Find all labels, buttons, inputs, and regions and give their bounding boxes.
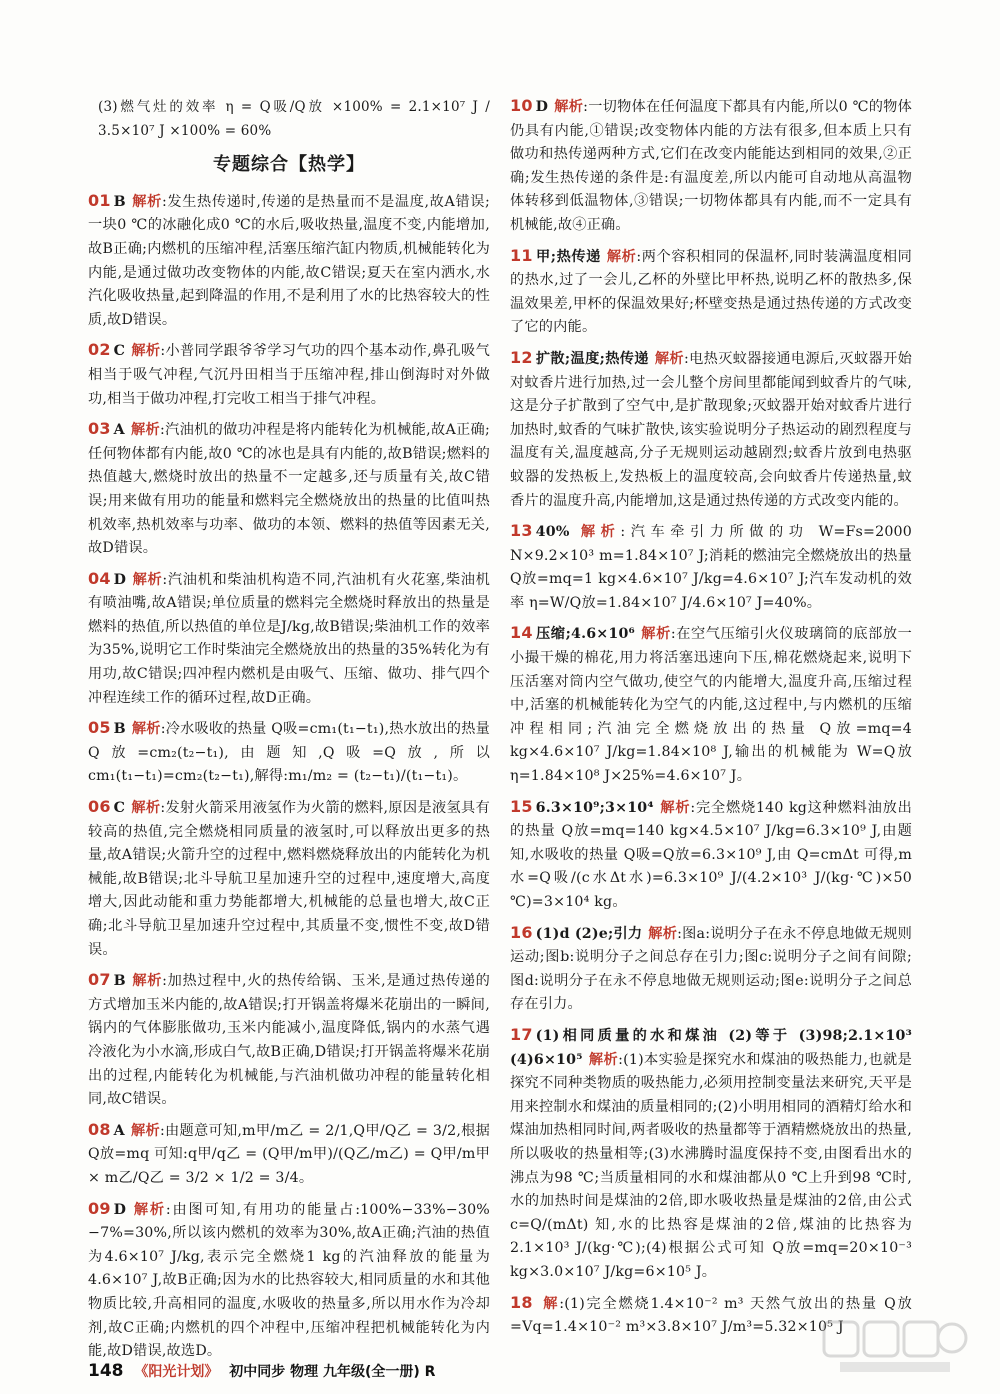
analysis-text: 图a:说明分子在永不停息地做无规则运动;图b:说明分子之间总存在引力;图c:说明分子之间有间隙;图d:说明分子在永不停息地做无规则运动;图e:说明分子之间总存在引力。: [510, 925, 913, 1013]
answer-item: [510, 921, 912, 1017]
analysis-text: 在空气压缩引火仪玻璃筒的底部放一小撮干燥的棉花,用力将活塞迅速向下压,棉花燃烧起来,说明下压活塞对筒内空气做功,使空气的内能增大,温度升高,压缩过程中,活塞的机械能转化为空气的内能,这过程中,与内燃机的压缩冲程相同;汽油完全燃烧放出的热量 Q放=mq=4 kg×4.6×10⁷ J/kg=1.84×10⁸ J,输出的机械能为 W=Q放η=1.84×10⁸ J×25%=4.6×10⁷ J。: [510, 626, 913, 785]
answer-choice: 扩散;温度;热传递: [535, 350, 649, 367]
analysis-label: 解析: [554, 99, 584, 115]
answer-item: [510, 346, 912, 513]
answer-choice: D: [113, 1201, 127, 1218]
label-colon: :: [636, 248, 642, 265]
analysis-text: 两个容积相同的保温杯,同时装满温度相同的热水,过了一会儿,乙杯的外壁比甲杯热,说明乙杯的散热多,保温效果差,甲杯的保温效果好;杯壁变热是通过热传递的方式改变了它的内能。: [510, 248, 912, 336]
answer-choice: D: [113, 571, 127, 588]
analysis-text: 发生热传递时,传递的是热量而不是温度,故A错误;一块0 ℃的冰融化成0 ℃的水后,吸收热量,温度不变,内能增加,故B正确;内燃机的压缩冲程,活塞压缩汽缸内物质,机械能转化为内能,是通过做功改变物体的内能,故C错误;夏天在室内洒水,水汽化吸收热量,起到降温的作用,不是利用了水的比热容较大的性质,故D错误。: [88, 193, 490, 328]
analysis-label: 解析: [130, 422, 161, 439]
analysis-text: 汽车牵引力所做的功 W=Fs=2000 N×9.2×10³ m=1.84×10⁷ J;消耗的燃油完全燃烧放出的热量 Q放=mq=1 kg×4.6×10⁷ J/kg=4.6×10⁷ J;汽车发动机的效率 η=W/Q放=1.84×10⁷ J/4.6×10⁷ J=40%。: [510, 524, 913, 611]
answer-item: [88, 968, 490, 1112]
question-number: 13: [510, 521, 533, 541]
label-colon: :: [690, 799, 696, 816]
answer-item: [510, 795, 912, 915]
label-colon: :: [160, 422, 165, 439]
label-colon: :: [618, 1051, 624, 1068]
analysis-label: 解析: [575, 524, 621, 541]
answer-choice: 甲;热传递: [535, 248, 601, 265]
label-colon: :: [683, 350, 689, 367]
question-number: 07: [88, 970, 111, 990]
analysis-text: 完全燃烧140 kg这种燃料油放出的热量 Q放=mq=140 kg×4.5×10⁷ J/kg=6.3×10⁹ J,由题知,水吸收的热量 Q吸=Q放=6.3×10⁹ J,由 Q=cmΔt 可得,m水=Q吸/(c水Δt水)=6.3×10⁹ J/(4.2×10³ J/(kg·℃)×50 ℃)=3×10⁴ kg。: [510, 799, 913, 910]
question-number: 11: [510, 245, 533, 265]
question-number: 18: [510, 1292, 533, 1312]
analysis-label: 解析: [131, 193, 162, 210]
analysis-text: 电热灭蚊器接通电源后,灭蚊器开始对蚊香片进行加热,过一会儿整个房间里都能闻到蚊香片的气味,这是分子扩散到了空气中,是扩散现象;灭蚊器开始对蚊香片进行加热时,蚊香的气味扩散快,该实验说明分子热运动的剧烈程度与温度有关,温度越高,分子无规则运动越剧烈;蚊香片放到电热驱蚊器的发热板上,发热板上的温度较高,会向蚊香片传递热量,蚊香片的温度升高,内能增加,这是通过热传递的方式改变内能的。: [510, 350, 912, 509]
question-number: 02: [88, 340, 111, 360]
right-column: [510, 94, 912, 1346]
answer-item: [510, 94, 912, 238]
answer-item: [88, 1197, 490, 1364]
answer-item: [88, 338, 490, 411]
answer-item: [88, 189, 490, 333]
question-number: 10: [510, 96, 533, 115]
analysis-text: 小普同学跟爷爷学习气功的四个基本动作,鼻孔吸气相当于吸气冲程,气沉丹田相当于压缩冲程,排山倒海时对外做功,相当于做功冲程,打完收工相当于排气冲程。: [88, 343, 490, 407]
book-title: 初中同步 物理 九年级(全一册) R: [229, 1364, 436, 1380]
label-colon: :: [160, 800, 166, 817]
question-number: 15: [510, 796, 533, 816]
answer-choice: D: [535, 99, 549, 115]
top-formula: (3)燃气灶的效率 η = Q吸/Q放 ×100% = 2.1×10⁷ J / 3.5×10⁷ J ×100% = 60%: [98, 99, 490, 139]
question-number: 16: [510, 922, 533, 942]
question-number: 14: [510, 623, 533, 643]
question-number: 04: [88, 568, 111, 588]
analysis-label: 解析: [588, 1051, 619, 1068]
analysis-label: 解: [541, 1295, 560, 1312]
answer-choice: 6.3×10⁹;3×10⁴: [535, 799, 654, 816]
analysis-text: 汽油机和柴油机构造不同,汽油机有火花塞,柴油机有喷油嘴,故A错误;单位质量的燃料完全燃烧时释放出的热量是燃料的热值,所以热值的单位是J/kg,故B错误;柴油机工作的效率为35%,说明它工作时柴油完全燃烧放出的热量的35%转化为有用功,故C错误;四冲程内燃机是由吸气、压缩、做功、排气四个冲程连续工作的循环过程,故D正确。: [88, 571, 490, 706]
analysis-label: 解析: [131, 721, 161, 738]
question-number: 17: [510, 1024, 533, 1044]
analysis-label: 解析: [659, 799, 691, 816]
page-footer: [88, 1361, 435, 1381]
label-colon: :: [677, 925, 683, 942]
question-number: 08: [88, 1119, 111, 1139]
question-number: 09: [88, 1198, 111, 1218]
label-colon: :: [159, 1122, 165, 1139]
answer-item: [510, 1023, 912, 1285]
analysis-text: 加热过程中,火的热传给锅、玉米,是通过热传递的方式增加玉米内能的,故A错误;打开锅盖将爆米花崩出的一瞬间,锅内的气体膨胀做功,玉米内能减小,温度降低,锅内的水蒸气遇冷液化为小水滴,形成白气,故B正确,D错误;打开锅盖将爆米花崩出的过程,内能转化为机械能,与汽油机做功冲程的能量转化相同,故C错误。: [88, 973, 491, 1108]
analysis-text: (1)完全燃烧1.4×10⁻² m³ 天然气放出的热量 Q放=Vq=1.4×10⁻² m³×3.8×10⁷ J/m³=5.32×10⁵ J: [510, 1295, 912, 1336]
brand-name: 《阳光计划》: [134, 1364, 219, 1380]
answer-item: [88, 417, 490, 561]
label-colon: :: [160, 721, 166, 738]
label-colon: :: [670, 626, 676, 643]
page-number: 148: [88, 1361, 124, 1381]
question-number: 12: [510, 347, 533, 367]
answer-choice: B: [113, 973, 126, 990]
answer-item: [510, 621, 912, 788]
label-colon: :: [161, 193, 167, 210]
analysis-text: 发射火箭采用液氢作为火箭的燃料,原因是液氢具有较高的热值,完全燃烧相同质量的液氢时,可以释放出更多的热量,故A错误;火箭升空的过程中,燃料燃烧释放出的内能转化为机械能,故B错误;北斗导航卫星加速升空的过程中,速度增大,高度增大,因此动能和重力势能都增大,机械能的总量也增大,故C正确;北斗导航卫星加速升空过程中,其质量不变,惯性不变,故D错误。: [88, 800, 490, 958]
answer-item: [510, 244, 912, 340]
section-title: 专题综合【热学】: [213, 154, 365, 176]
watermark-logo: [820, 1316, 970, 1376]
answer-choice: A: [113, 1122, 125, 1139]
answer-item: [88, 795, 490, 962]
analysis-label: 解析: [131, 973, 163, 990]
label-colon: :: [162, 571, 168, 588]
question-number: 03: [88, 419, 111, 439]
answer-item: [88, 567, 490, 711]
answer-choice: B: [113, 193, 126, 210]
right-answer-list: [510, 94, 912, 1340]
answer-choice: 压缩;4.6×10⁶: [535, 626, 635, 643]
answer-item: [88, 1118, 490, 1191]
answer-item: [510, 519, 912, 615]
watermark-graphic: [820, 1316, 970, 1376]
analysis-label: 解析: [131, 800, 161, 817]
analysis-text: 汽油机的做功冲程是将内能转化为机械能,故A正确;任何物体都有内能,故0 ℃的冰也是具有内能的,故B错误;燃料的热值越大,燃烧时放出的热量不一定越多,还与质量有关,故C错误;用来做有用功的能量和燃料完全燃烧放出的热量的比值叫热机效率,热机效率与功率、做功的本领、燃料的热值等因素无关,故D错误。: [88, 422, 490, 557]
question-number: 01: [88, 190, 111, 210]
analysis-text: 冷水吸收的热量 Q吸=cm₁(t₁−t₁),热水放出的热量 Q放=cm₂(t₂−t₁),由题知,Q吸=Q放,所以 cm₁(t₁−t₁)=cm₂(t₂−t₁),解得:m₁/m₂ = (t₂−t₁)/(t₁−t₁)。: [88, 721, 490, 785]
analysis-label: 解析: [131, 343, 161, 360]
analysis-text: 由题意可知,m甲/m乙 = 2/1,Q甲/Q乙 = 3/2,根据 Q放=mq 可知:q甲/q乙 = (Q甲/m甲)/(Q乙/m乙) = Q甲/m甲 × m乙/Q乙 = 3/2 × 1/2 = 3/4。: [88, 1122, 491, 1186]
analysis-text: 由图可知,有用功的能量占:100%−33%−30%−7%=30%,所以该内燃机的效率为30%,故A正确;汽油的热值为4.6×10⁷ J/kg,表示完全燃烧1 kg的汽油释放的能量为4.6×10⁷ J,故B正确;因为水的比热容较大,相同质量的水和其他物质比较,升高相同的温度,水吸收的热量多,所以用水作为冷却剂,故C正确;内燃机的四个冲程中,压缩冲程把机械能转化为内能,故D错误,故选D。: [88, 1201, 490, 1360]
label-colon: :: [162, 973, 168, 990]
label-colon: :: [620, 524, 626, 541]
analysis-label: 解析: [606, 248, 637, 265]
analysis-label: 解析: [654, 350, 684, 367]
label-colon: :: [583, 99, 589, 115]
left-answer-list: [88, 189, 490, 1364]
analysis-text: (1)本实验是探究水和煤油的吸热能力,也就是探究不同种类物质的吸热能力,必须用控制变量法来研究,天平是用来控制水和煤油的质量相同的;(2)小明用相同的酒精灯给水和煤油加热相同时间,两者吸收的热量都等于酒精燃烧放出的热量,所以吸收的热量相等;(3)水沸腾时温度保持不变,由图看出水的沸点为98 ℃;当质量相同的水和煤油都从0 ℃上升到98 ℃时,水的加热时间是煤油的2倍,即水吸收热量是煤油的2倍,由公式 c=Q/(mΔt) 知,水的比热容是煤油的2倍,煤油的比热容为2.1×10³ J/(kg·℃);(4)根据公式可知 Q放=mq=20×10⁻³ kg×3.0×10⁷ J/kg=6×10⁵ J。: [510, 1051, 912, 1280]
left-column: [88, 92, 490, 1370]
answer-choice: B: [113, 721, 126, 738]
answer-choice: C: [113, 800, 126, 817]
analysis-label: 解析: [132, 571, 163, 588]
answer-choice: A: [113, 422, 125, 439]
answer-choice: C: [113, 343, 126, 360]
label-colon: :: [559, 1295, 565, 1312]
analysis-label: 解析: [648, 925, 678, 942]
answer-choice: 40%: [535, 524, 570, 541]
question-number: 05: [88, 718, 111, 738]
analysis-label: 解析: [132, 1201, 166, 1218]
label-colon: :: [165, 1201, 171, 1218]
answer-choice: (1)相同质量的水和煤油 (2)等于 (3)98;2.1×10³ (4)6×10⁵: [510, 1027, 912, 1068]
analysis-text: 一切物体在任何温度下都具有内能,所以0 ℃的物体仍具有内能,①错误;改变物体内能的方法有很多,但本质上只有做功和热传递两种方式,它们在改变内能能达到相同的效果,②正确;发生热传递的条件是:有温度差,所以内能可自动地从高温物体转移到低温物体,③错误;一切物体都具有内能,而不一定具有机械能,故④正确。: [510, 99, 913, 233]
label-colon: :: [160, 343, 166, 360]
answer-item: [88, 716, 490, 789]
question-number: 06: [88, 797, 111, 817]
analysis-label: 解析: [130, 1122, 160, 1139]
analysis-label: 解析: [640, 626, 671, 643]
answer-choice: (1)d (2)e;引力: [535, 925, 643, 942]
